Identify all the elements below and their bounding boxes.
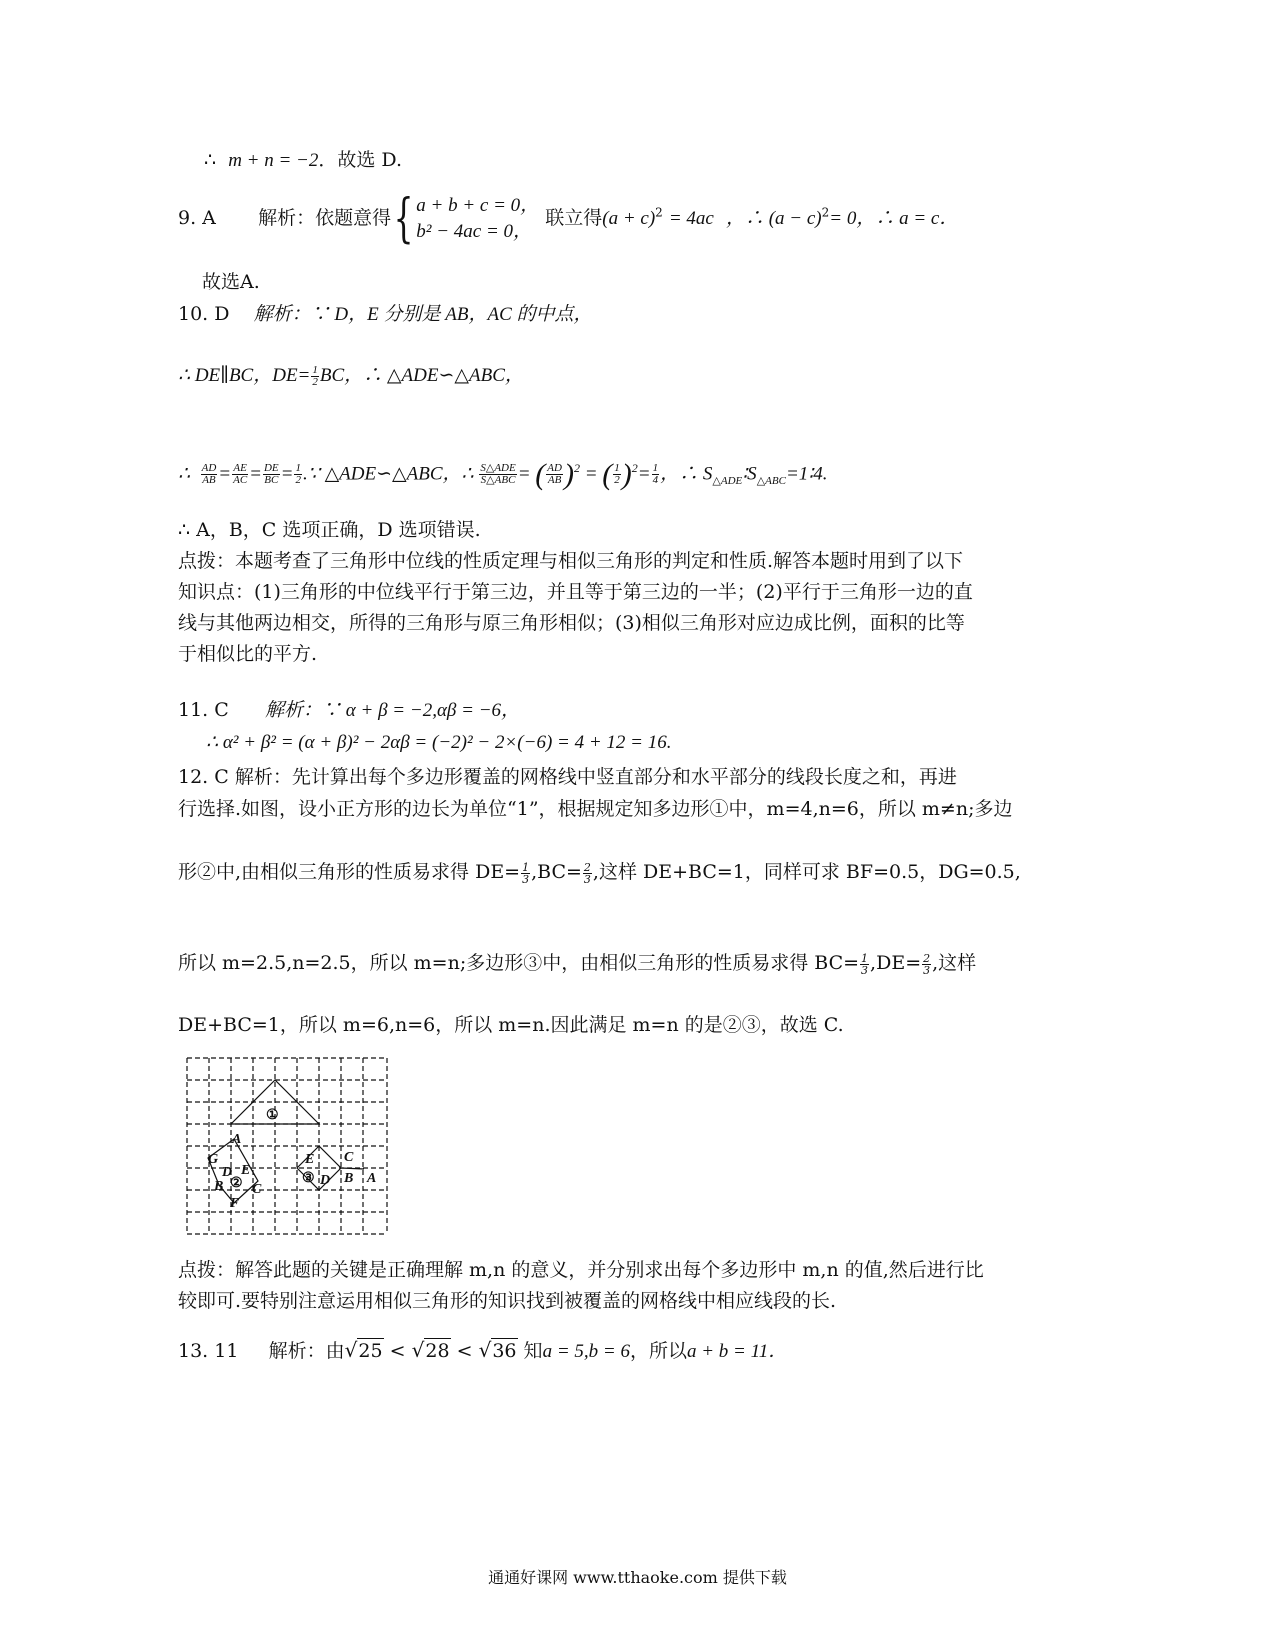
q10-line3 <box>178 456 827 493</box>
text: ,BC= <box>531 861 582 883</box>
fraction-two-thirds: $\frac{2}{3}$ <box>583 860 591 886</box>
fraction-quarter: $\frac{1}{4}$ <box>652 462 659 487</box>
label-F: F <box>230 1196 240 1211</box>
q10-tip-3: 线与其他两边相交，所得的三角形与原三角形相似；(3)相似三角形对应边成比例，面积的比等 <box>178 612 965 634</box>
label-circle-3: ③ <box>302 1171 315 1186</box>
eq: = <box>249 463 262 485</box>
q13-number: 13. 11 <box>178 1340 239 1362</box>
q10-tip-4: 于相似比的平方. <box>178 643 318 665</box>
q9-expr4: = 0，∴ a = c． <box>829 208 959 229</box>
q10-number: 10. D <box>178 303 230 325</box>
paren: ( <box>535 457 546 491</box>
system-brace: { <box>393 189 414 249</box>
edge <box>341 1168 364 1169</box>
q12-line2: 行选择.如图，设小正方形的边长为单位“1”，根据规定知多边形①中，m=4,n=6，所以 m≠n;多边 <box>178 798 1013 820</box>
therefore-symbol: ∴ <box>204 149 217 171</box>
q9-number: 9. A <box>178 207 216 229</box>
subscript: △ABC <box>756 475 786 488</box>
q10-tip-2: 知识点：(1)三角形的中位线平行于第三边，并且等于第三边的一半；(2)平行于三角形一边的直 <box>178 581 973 603</box>
q9-expr2: = 4ac <box>668 208 714 229</box>
q11-line2: ∴ α² + β² = (α + β)² − 2αβ = (−2)² − 2×(−6) = 4 + 12 = 16. <box>206 732 672 753</box>
fraction-third: $\frac{1}{3}$ <box>861 951 869 977</box>
fraction-two-thirds: $\frac{2}{3}$ <box>923 951 931 977</box>
q9-expr: (a + c) <box>602 208 656 229</box>
label-B: B <box>214 1179 224 1194</box>
q10-line4: ∴ A，B，C 选项正确，D 选项错误. <box>178 519 481 541</box>
fraction-ad-ab: $\frac{AD}{AB}$ <box>547 462 562 487</box>
text: 知 <box>523 1340 543 1362</box>
conclusion-line <box>204 148 402 173</box>
q13-line <box>178 1338 787 1364</box>
equation-system <box>416 193 539 245</box>
q11-line1 <box>178 698 520 723</box>
label-circle-1: ① <box>266 1108 279 1123</box>
paren: ) <box>563 457 574 491</box>
q9-exp: 2 <box>655 205 663 220</box>
lt: < <box>456 1340 473 1362</box>
equation: m + n = −2 <box>228 150 319 171</box>
subscript: △ADE <box>712 475 743 488</box>
label-C3: C <box>344 1150 354 1165</box>
system-eq1: a + b + c = 0， <box>416 195 540 216</box>
q10-end: ，∴ S <box>660 463 713 485</box>
text: ,这样 DE+BC=1，同样可求 BF=0.5，DG=0.5, <box>592 861 1021 883</box>
exp: 2 <box>573 461 580 475</box>
eq: = <box>584 463 598 485</box>
label-D3: D <box>320 1173 331 1188</box>
q10-text: 解析：∵ D，E 分别是 AB，AC 的中点， <box>253 304 593 325</box>
q10-line2-text: ∴ DE∥BC，DE= <box>178 365 311 386</box>
paren: ( <box>602 457 613 491</box>
q12-line5: DE+BC=1，所以 m=6,n=6，所以 m=n.因此满足 m=n 的是②③，故选 C. <box>178 1014 844 1036</box>
radicand: 28 <box>425 1340 450 1362</box>
label-G: G <box>208 1152 219 1167</box>
therefore-symbol: ∴ <box>178 463 191 485</box>
label-A3: A <box>367 1171 377 1186</box>
eq: = <box>280 463 294 485</box>
fraction-third: $\frac{1}{3}$ <box>522 860 530 886</box>
label-E: E <box>241 1163 251 1178</box>
q13-label: 解析：由 <box>268 1340 345 1362</box>
q9-tail: 故选A. <box>202 271 260 293</box>
ratio: =1∶4. <box>785 463 828 485</box>
text: 所以 m=2.5,n=2.5，所以 m=n;多边形③中，由相似三角形的性质易求得 BC= <box>178 952 860 974</box>
fraction-ad-ab: $\frac{AD}{AB}$ <box>201 462 217 487</box>
sqrt-sign: √ <box>478 1338 492 1362</box>
label-C: C <box>252 1182 262 1197</box>
q10-line2 <box>178 364 524 388</box>
answer-text: ．故选 D. <box>318 149 403 171</box>
label-B3: B <box>344 1171 354 1186</box>
eq: = <box>218 463 232 485</box>
q9-text: 联立得 <box>545 207 603 229</box>
expr: a + b = 11． <box>686 1341 788 1362</box>
q9-line <box>178 189 959 249</box>
q12-line1: 12. C 解析：先计算出每个多边形覆盖的网格线中竖直部分和水平部分的线段长度之和，再进 <box>178 766 957 788</box>
eq: = <box>517 463 531 485</box>
q9-expr3: ，∴ (a − c) <box>725 208 822 229</box>
radicand: 25 <box>358 1340 383 1362</box>
grid-figure <box>186 1057 388 1235</box>
label-circle-2: ② <box>230 1176 243 1191</box>
paren: ) <box>621 457 632 491</box>
q12-tip-1: 点拨：解答此题的关键是正确理解 m,n 的意义，并分别求出每个多边形中 m,n 的值,然后进行比 <box>178 1259 984 1281</box>
q9-label: 解析：依题意得 <box>258 207 392 229</box>
text: ,DE= <box>870 952 922 974</box>
q9-exp2: 2 <box>821 205 830 220</box>
q12-line3 <box>178 860 1021 885</box>
label-D: D <box>222 1165 233 1180</box>
colon: ∶S <box>742 463 757 485</box>
fraction-area: $\frac{\text{S△ADE}}{\text{S△ABC}}$ <box>480 462 516 487</box>
q10-line1 <box>178 302 593 327</box>
system-eq2: b² − 4ac = 0， <box>416 221 533 242</box>
fraction-half: $\frac{1}{2}$ <box>312 364 318 389</box>
expr: a = 5,b = 6 <box>542 1341 630 1362</box>
text: ，所以 <box>629 1340 687 1362</box>
footer: 通通好课网 www.tthaoke.com 提供下载 <box>488 1568 787 1587</box>
q12-tip-2: 较即可.要特别注意运用相似三角形的知识找到被覆盖的网格线中相应线段的长. <box>178 1290 837 1312</box>
radicand: 36 <box>492 1340 517 1362</box>
text: 形②中,由相似三角形的性质易求得 DE= <box>178 861 521 883</box>
q10-line3-mid: .∵ △ADE∽△ABC，∴ <box>302 463 474 485</box>
label-A: A <box>232 1132 242 1147</box>
q10-tip-1: 点拨：本题考查了三角形中位线的性质定理与相似三角形的判定和性质.解答本题时用到了以下 <box>178 550 964 572</box>
q11-number: 11. C <box>178 699 229 721</box>
text: ,这样 <box>932 952 977 974</box>
eq: = <box>637 463 651 485</box>
q12-line4 <box>178 951 976 976</box>
q11-text: 解析：∵ α + β = −2,αβ = −6， <box>265 700 521 721</box>
fraction-half: $\frac{1}{2}$ <box>295 462 301 487</box>
sqrt-sign: √ <box>344 1338 358 1362</box>
grid-lines <box>187 1058 387 1234</box>
q10-line2-tail: BC，∴ △ADE∽△ABC， <box>319 365 524 386</box>
exp: 2 <box>631 461 638 475</box>
sqrt-sign: √ <box>411 1338 425 1362</box>
fraction-de-bc: $\frac{DE}{BC}$ <box>263 462 279 487</box>
label-E3: E <box>305 1152 315 1167</box>
fraction-half: $\frac{1}{2}$ <box>614 462 620 487</box>
fraction-ae-ac: $\frac{AE}{AC}$ <box>233 462 248 487</box>
lt: < <box>389 1340 406 1362</box>
